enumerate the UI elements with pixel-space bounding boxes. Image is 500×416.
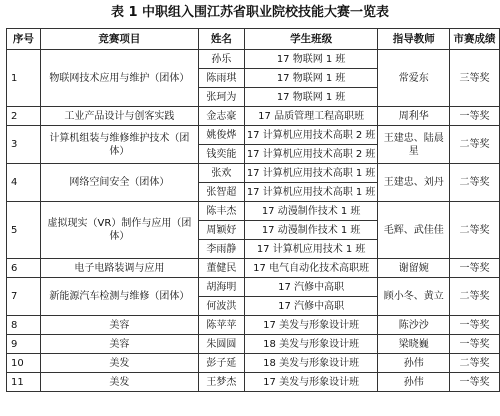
cell-teacher: 王建忠、陆晨星 [378, 126, 450, 164]
cell-project: 虚拟现实（VR）制作与应用（团体） [40, 202, 198, 259]
cell-student-class: 17 品质管理工程高职班 [244, 107, 378, 126]
cell-student-name: 李雨静 [199, 240, 245, 259]
table-row [7, 202, 500, 221]
table-row [7, 335, 500, 354]
table-row [7, 259, 500, 278]
cell-student-class: 17 汽修中高职 [244, 297, 378, 316]
cell-student-name: 王梦杰 [199, 373, 245, 392]
cell-result: 一等奖 [450, 107, 500, 126]
header-no: 序号 [7, 29, 41, 50]
cell-result: 二等奖 [450, 354, 500, 373]
table-body [7, 50, 500, 392]
cell-student-class: 17 计算机应用技术高职 1 班 [244, 183, 378, 202]
competition-table [6, 28, 500, 392]
cell-student-name: 朱圆圆 [199, 335, 245, 354]
cell-result: 一等奖 [450, 335, 500, 354]
cell-student-name: 姚俊烨 [199, 126, 245, 145]
header-result: 市赛成绩 [450, 29, 500, 50]
cell-student-name: 陈丰杰 [199, 202, 245, 221]
cell-result: 一等奖 [450, 259, 500, 278]
cell-student-class: 17 美发与形象设计班 [244, 373, 378, 392]
table-row [7, 278, 500, 297]
cell-teacher: 孙伟 [378, 373, 450, 392]
cell-student-class: 17 计算机应用技术高职 2 班 [244, 126, 378, 145]
cell-project: 电子电路装调与应用 [40, 259, 198, 278]
cell-result: 二等奖 [450, 202, 500, 259]
header-row [7, 29, 500, 50]
cell-number: 4 [7, 164, 41, 202]
cell-student-class: 17 汽修中高职 [244, 278, 378, 297]
cell-number: 1 [7, 50, 41, 107]
cell-student-name: 张智超 [199, 183, 245, 202]
cell-teacher: 王建忠、刘丹 [378, 164, 450, 202]
cell-project: 网络空间安全（团体） [40, 164, 198, 202]
cell-number: 2 [7, 107, 41, 126]
cell-student-name: 胡海明 [199, 278, 245, 297]
table-row [7, 354, 500, 373]
cell-student-name: 陈苹苹 [199, 316, 245, 335]
cell-teacher: 梁晓巍 [378, 335, 450, 354]
cell-teacher: 毛辉、武佳佳 [378, 202, 450, 259]
cell-student-class: 17 物联网 1 班 [244, 69, 378, 88]
cell-project: 美发 [40, 354, 198, 373]
cell-student-name: 董健民 [199, 259, 245, 278]
cell-student-class: 17 美发与形象设计班 [244, 316, 378, 335]
cell-number: 11 [7, 373, 41, 392]
cell-project: 美发 [40, 373, 198, 392]
cell-number: 10 [7, 354, 41, 373]
cell-result: 二等奖 [450, 278, 500, 316]
header-name: 姓名 [199, 29, 245, 50]
cell-student-name: 孙乐 [199, 50, 245, 69]
cell-student-class: 17 计算机应用技术高职 2 班 [244, 145, 378, 164]
cell-number: 9 [7, 335, 41, 354]
header-teacher: 指导教师 [378, 29, 450, 50]
table-row [7, 316, 500, 335]
cell-project: 美容 [40, 316, 198, 335]
cell-number: 3 [7, 126, 41, 164]
table-row [7, 50, 500, 69]
table-row [7, 126, 500, 145]
cell-student-name: 陈雨琪 [199, 69, 245, 88]
cell-teacher: 谢留婉 [378, 259, 450, 278]
cell-student-name: 何波洪 [199, 297, 245, 316]
cell-teacher: 陈沙沙 [378, 316, 450, 335]
cell-student-name: 张欢 [199, 164, 245, 183]
cell-teacher: 常爱东 [378, 50, 450, 107]
header-class: 学生班级 [244, 29, 378, 50]
cell-student-class: 17 计算机应用技术高职 1 班 [244, 164, 378, 183]
cell-result: 二等奖 [450, 126, 500, 164]
table-row [7, 373, 500, 392]
cell-number: 7 [7, 278, 41, 316]
table-row [7, 107, 500, 126]
cell-project: 计算机组装与维修维护技术（团体） [40, 126, 198, 164]
cell-student-class: 17 计算机应用技术 1 班 [244, 240, 378, 259]
cell-number: 8 [7, 316, 41, 335]
table-row [7, 164, 500, 183]
cell-result: 三等奖 [450, 50, 500, 107]
cell-result: 一等奖 [450, 373, 500, 392]
table-title: 表 1 中职组入围江苏省职业院校技能大赛一览表 [110, 5, 390, 20]
cell-student-name: 周颖妤 [199, 221, 245, 240]
cell-student-name: 金志豪 [199, 107, 245, 126]
cell-number: 6 [7, 259, 41, 278]
cell-project: 工业产品设计与创客实践 [40, 107, 198, 126]
cell-student-class: 18 美发与形象设计班 [244, 354, 378, 373]
cell-student-class: 17 物联网 1 班 [244, 50, 378, 69]
cell-result: 二等奖 [450, 164, 500, 202]
cell-student-class: 17 物联网 1 班 [244, 88, 378, 107]
cell-project: 新能源汽车检测与维修（团体） [40, 278, 198, 316]
cell-student-class: 17 动漫制作技术 1 班 [244, 221, 378, 240]
cell-result: 一等奖 [450, 316, 500, 335]
cell-project: 美容 [40, 335, 198, 354]
cell-teacher: 周利华 [378, 107, 450, 126]
cell-student-name: 张珂为 [199, 88, 245, 107]
header-project: 竞赛项目 [40, 29, 198, 50]
cell-student-class: 18 美发与形象设计班 [244, 335, 378, 354]
cell-student-name: 钱奕能 [199, 145, 245, 164]
cell-number: 5 [7, 202, 41, 259]
cell-student-class: 17 电气自动化技术高职班 [244, 259, 378, 278]
cell-project: 物联网技术应用与维护（团体） [40, 50, 198, 107]
cell-teacher: 顾小冬、黄立 [378, 278, 450, 316]
cell-student-name: 彭子延 [199, 354, 245, 373]
cell-teacher: 孙伟 [378, 354, 450, 373]
cell-student-class: 17 动漫制作技术 1 班 [244, 202, 378, 221]
